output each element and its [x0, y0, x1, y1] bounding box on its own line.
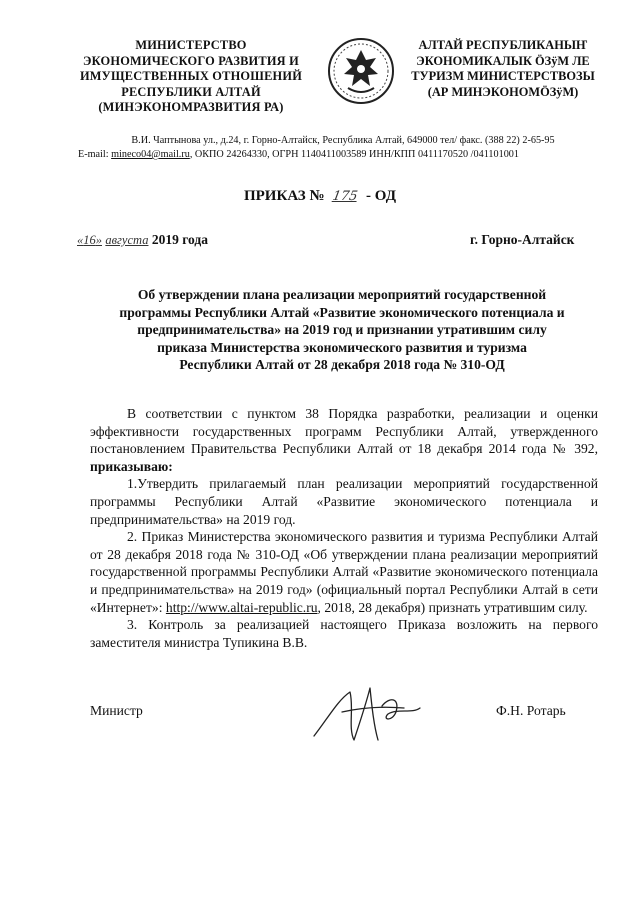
preamble-text: В соответствии с пунктом 38 Порядка разработки, реализации и оценки эффективности государственных программ Республики Алтай, утвержденного постановлением Правительства Республики Алтай от 18 декабря 2014 года № 392,: [90, 406, 598, 457]
handwritten-signature: [308, 678, 428, 750]
date-day: 16: [83, 233, 96, 247]
date-year: 2019 года: [151, 232, 208, 247]
date-close-quote: »: [95, 233, 102, 247]
order-date: [77, 232, 208, 248]
item-2-paragraph: [90, 528, 598, 616]
header-left-line: МИНИСТЕРСТВО: [135, 38, 247, 52]
header-right-line: ТУРИЗМ МИНИСТЕРСТВОЗЫ: [411, 69, 595, 84]
title-line: приказа Министерства экономического развития и туризма: [157, 339, 527, 355]
document-title: [86, 286, 598, 374]
title-line: предпринимательства» на 2019 год и признании утратившим силу: [137, 322, 547, 338]
signatory-position: Министр: [90, 703, 143, 718]
order-number: 175: [331, 189, 360, 204]
document-body: [90, 405, 598, 651]
header-right-line: АЛТАЙ РЕСПУБЛИКАНЫҤ: [418, 38, 588, 52]
email-label: E-mail:: [78, 149, 109, 160]
date-month: августа: [105, 233, 149, 247]
header-left-line: (МИНЭКОНОМРАЗВИТИЯ РА): [98, 100, 284, 115]
header-right-line: (АР МИНЭКОНОМÖЗÿМ): [427, 84, 579, 99]
republic-emblem-icon: [326, 36, 396, 106]
signatory-name: Ф.Н. Ротарь: [496, 703, 566, 718]
portal-link[interactable]: http://www.altai-republic.ru: [165, 599, 318, 615]
date-open-quote: «: [77, 233, 84, 247]
address-line: В.И. Чаптынова ул., д.24, г. Горно-Алтайск, Республика Алтай, 649000 тел/ факс. (388 22) 2-65-95: [131, 135, 555, 146]
order-heading: [0, 188, 640, 205]
title-line: программы Республики Алтай «Развитие экономического потенциала и: [119, 304, 565, 320]
contacts-line: [78, 148, 608, 162]
ministry-name-russian: [60, 38, 322, 116]
city: г. Горно-Алтайск: [470, 232, 575, 247]
order-verb: приказываю:: [90, 458, 173, 474]
preamble-paragraph: [90, 405, 598, 475]
header-left-line: РЕСПУБЛИКИ АЛТАЙ: [121, 84, 261, 99]
header-right-line: ЭКОНОМИКАЛЫК ÖЗÿМ ЛЕ: [416, 53, 590, 68]
item-2-text: 2. Приказ Министерства экономического развития и туризма Республики Алтай от 28 декабря 2018 года № 310-ОД «Об утверждении плана реализации мероприятий государственной программы Республики Алтай «Развитие экономического потенциала и предпринимательства» на 2019 год» (официальный портал Республики Алтай в сети «Интернет»:: [90, 529, 598, 615]
item-3-paragraph: 3. Контроль за реализацией настоящего Приказа возложить на первого заместителя министра Тупикина В.В.: [90, 617, 598, 650]
registration-codes: , ОКПО 24264330, ОГРН 1140411003589 ИНН/КПП 0411170520 /041101001: [189, 149, 519, 160]
header-left-line: ЭКОНОМИЧЕСКОГО РАЗВИТИЯ И: [83, 53, 299, 68]
email-link[interactable]: mineco04@mail.ru: [111, 149, 190, 160]
header-left-line: ИМУЩЕСТВЕННЫХ ОТНОШЕНИЙ: [79, 69, 303, 84]
item-1-paragraph: 1.Утвердить прилагаемый план реализации мероприятий государственной программы Республики Алтай «Развитие экономического потенциала и предпринимательства» на 2019 год.: [90, 476, 598, 527]
order-prefix: ПРИКАЗ №: [243, 188, 325, 204]
ministry-name-altai: [400, 38, 606, 100]
title-line: Об утверждении плана реализации мероприятий государственной: [137, 287, 547, 302]
order-suffix: - ОД: [366, 188, 397, 204]
title-line: Республики Алтай от 28 декабря 2018 года № 310-ОД: [179, 357, 505, 373]
item-2-tail: , 2018, 28 декабря) признать утратившим силу.: [317, 599, 588, 615]
